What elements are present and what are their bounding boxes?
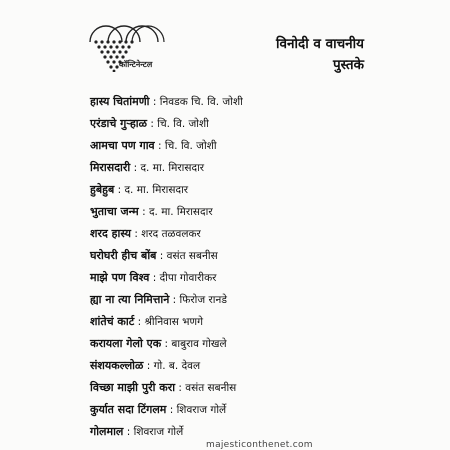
separator: : xyxy=(154,140,165,152)
book-author: वसंत सबनीस xyxy=(166,250,218,262)
logo-text: कॉन्टिनेन्टल xyxy=(119,60,153,69)
book-author: द. मा. मिरासदार xyxy=(124,184,189,196)
book-title: मिरासदारी xyxy=(90,161,131,174)
book-title: विच्छा माझी पुरी करा xyxy=(90,381,176,394)
separator: : xyxy=(131,228,142,240)
separator: : xyxy=(156,250,167,262)
list-item xyxy=(90,201,410,223)
book-title: घरोघरी हीच बोंब xyxy=(90,249,157,262)
separator: : xyxy=(149,272,160,284)
book-author: दीपा गोवारीकर xyxy=(159,272,217,284)
book-author: द. मा. मिरासदार xyxy=(140,162,205,174)
book-author: चि. वि. जोशी xyxy=(157,118,209,130)
book-author: बाबुराव गोखले xyxy=(171,338,227,350)
book-author: फिरोज रानडे xyxy=(179,294,227,306)
book-author: शरद तळवलकर xyxy=(141,228,201,240)
list-item xyxy=(90,311,410,333)
list-item xyxy=(90,179,410,201)
book-author: गो. ब. देवल xyxy=(153,360,201,372)
book-list xyxy=(90,91,410,443)
list-item xyxy=(90,377,410,399)
book-title: कुर्यात सदा टिंगलम xyxy=(90,403,167,416)
list-item xyxy=(90,267,410,289)
list-item xyxy=(90,91,410,113)
page-title-line2: पुस्तके xyxy=(333,57,364,73)
book-author: वसंत सबनीस xyxy=(185,382,237,394)
page-title-line1: विनोदी व वाचनीय xyxy=(276,36,364,52)
book-title: माझे पण विश्व xyxy=(90,271,150,284)
book-title: एरंडाचे गुऱ्हाळ xyxy=(90,117,147,130)
book-title: हुबेहुब xyxy=(90,183,115,196)
separator: : xyxy=(130,162,141,174)
separator: : xyxy=(143,360,154,372)
list-item xyxy=(90,245,410,267)
book-title: आमचा पण गाव xyxy=(90,139,155,152)
list-item xyxy=(90,333,410,355)
list-item xyxy=(90,113,410,135)
book-author: द. मा. मिरासदार xyxy=(148,206,213,218)
book-author: श्रीनिवास भणगे xyxy=(144,316,204,328)
list-item xyxy=(90,157,410,179)
footer-watermark: majesticonthenet.com xyxy=(206,440,313,450)
separator: : xyxy=(114,184,125,196)
book-title: ह्या ना त्या निमित्ताने xyxy=(90,293,170,306)
book-title: हास्य चितांमणी xyxy=(90,95,150,108)
book-author: निवडक चि. वि. जोशी xyxy=(159,96,243,108)
list-item xyxy=(90,399,410,421)
book-author: शिवराज गोर्ले xyxy=(133,426,184,438)
list-item xyxy=(90,135,410,157)
book-title: गोलमाल xyxy=(90,425,124,438)
book-title: शरद हास्य xyxy=(90,227,131,240)
separator: : xyxy=(149,96,160,108)
list-item xyxy=(90,289,410,311)
book-title: करायला गेलो एक xyxy=(90,337,162,350)
separator: : xyxy=(169,294,180,306)
book-title: शांतेचं कार्ट xyxy=(90,315,135,328)
book-title: संशयकल्लोळ xyxy=(90,359,144,372)
list-item xyxy=(90,223,410,245)
book-author: चि. वि. जोशी xyxy=(164,140,217,152)
separator: : xyxy=(166,404,177,416)
separator: : xyxy=(134,316,145,328)
separator: : xyxy=(161,338,172,350)
separator: : xyxy=(123,426,134,438)
separator: : xyxy=(175,382,186,394)
book-title: भुताचा जन्म xyxy=(90,205,139,218)
book-author: शिवराज गोर्ले xyxy=(176,404,227,416)
list-item xyxy=(90,355,410,377)
separator: : xyxy=(147,118,158,130)
separator: : xyxy=(138,206,149,218)
